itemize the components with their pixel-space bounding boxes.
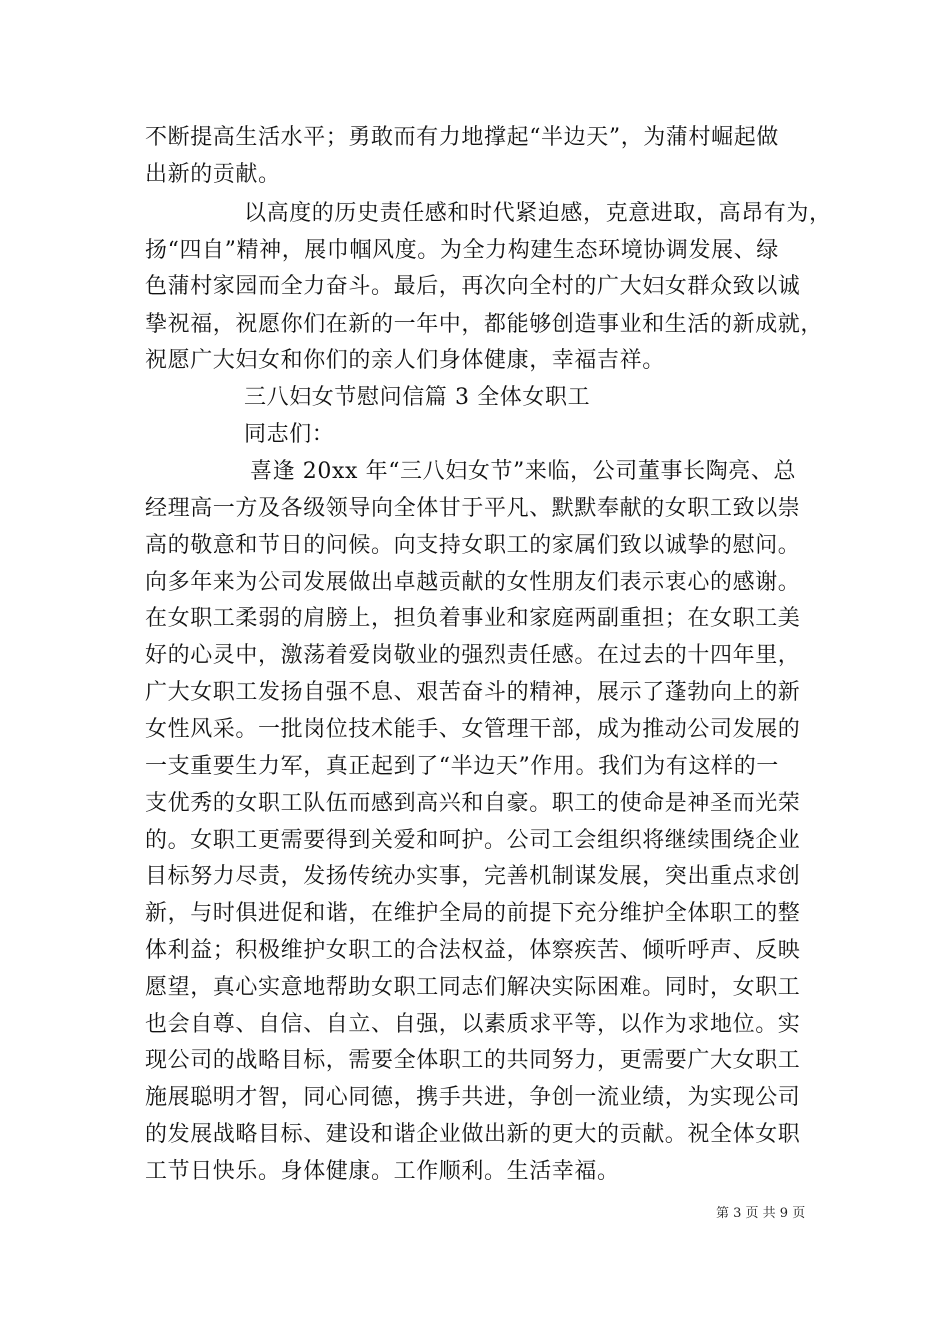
text-line: 向多年来为公司发展做出卓越贡献的女性朋友们表示衷心的感谢。 bbox=[145, 570, 801, 595]
text-line: 的发展战略目标、建设和谐企业做出新的更大的贡献。祝全体女职 bbox=[145, 1122, 801, 1147]
text-line: 高的敬意和节日的问候。向支持女职工的家属们致以诚挚的慰问。 bbox=[145, 533, 801, 558]
page-number: 第 3 页 共 9 页 bbox=[716, 1206, 806, 1221]
text-line: 出新的贡献。 bbox=[145, 162, 281, 187]
text-line: 体利益；积极维护女职工的合法权益，体察疾苦、倾听呼声、反映 bbox=[145, 938, 801, 963]
text-line: 不断提高生活水平；勇敢而有力地撑起“半边天”，为蒲村崛起做 bbox=[145, 125, 779, 150]
text-line: 扬“四自”精神，展巾帼风度。为全力构建生态环境协调发展、绿 bbox=[145, 238, 779, 263]
text-line: 色蒲村家园而全力奋斗。最后，再次向全村的广大妇女群众致以诚 bbox=[145, 274, 801, 299]
text-line: 新，与时俱进促和谐，在维护全局的前提下充分维护全体职工的整 bbox=[145, 901, 801, 926]
text-line: 女性风采。一批岗位技术能手、女管理干部，成为推动公司发展的 bbox=[145, 717, 801, 742]
text-line: 好的心灵中，激荡着爱岗敬业的强烈责任感。在过去的十四年里， bbox=[145, 643, 801, 668]
text-line: 也会自尊、自信、自立、自强，以素质求平等，以作为求地位。实 bbox=[145, 1012, 801, 1037]
text-line: 在女职工柔弱的肩膀上，担负着事业和家庭两副重担；在女职工美 bbox=[145, 606, 801, 631]
text-line: 广大女职工发扬自强不息、艰苦奋斗的精神，展示了蓬勃向上的新 bbox=[145, 680, 801, 705]
text-line: 目标努力尽责，发扬传统办实事，完善机制谋发展，突出重点求创 bbox=[145, 864, 801, 889]
text-line: 现公司的战略目标，需要全体职工的共同努力，更需要广大女职工 bbox=[145, 1048, 801, 1073]
text-line: 一支重要生力军，真正起到了“半边天”作用。我们为有这样的一 bbox=[145, 754, 779, 779]
text-line: 施展聪明才智，同心同德，携手共进，争创一流业绩，为实现公司 bbox=[145, 1085, 801, 1110]
section-heading: 三八妇女节慰问信篇 3 全体女职工 bbox=[244, 385, 591, 410]
text-line: 愿望，真心实意地帮助女职工同志们解决实际困难。同时，女职工 bbox=[145, 975, 801, 1000]
salutation: 同志们： bbox=[244, 422, 335, 447]
text-line: 祝愿广大妇女和你们的亲人们身体健康，幸福吉祥。 bbox=[145, 348, 665, 373]
text-line: 的。女职工更需要得到关爱和呵护。公司工会组织将继续围绕企业 bbox=[145, 828, 801, 853]
text-line: 经理高一方及各级领导向全体甘于平凡、默默奉献的女职工致以崇 bbox=[145, 496, 801, 521]
paragraph-start: 喜逢 20xx 年“三八妇女节”来临，公司董事长陶亮、总 bbox=[250, 459, 797, 484]
text-line: 挚祝福，祝愿你们在新的一年中，都能够创造事业和生活的新成就， bbox=[145, 312, 824, 337]
paragraph-start: 以高度的历史责任感和时代紧迫感，克意进取，高昂有为， bbox=[244, 201, 832, 226]
text-line: 工节日快乐。身体健康。工作顺利。生活幸福。 bbox=[145, 1159, 620, 1184]
text-line: 支优秀的女职工队伍而感到高兴和自豪。职工的使命是神圣而光荣 bbox=[145, 791, 801, 816]
